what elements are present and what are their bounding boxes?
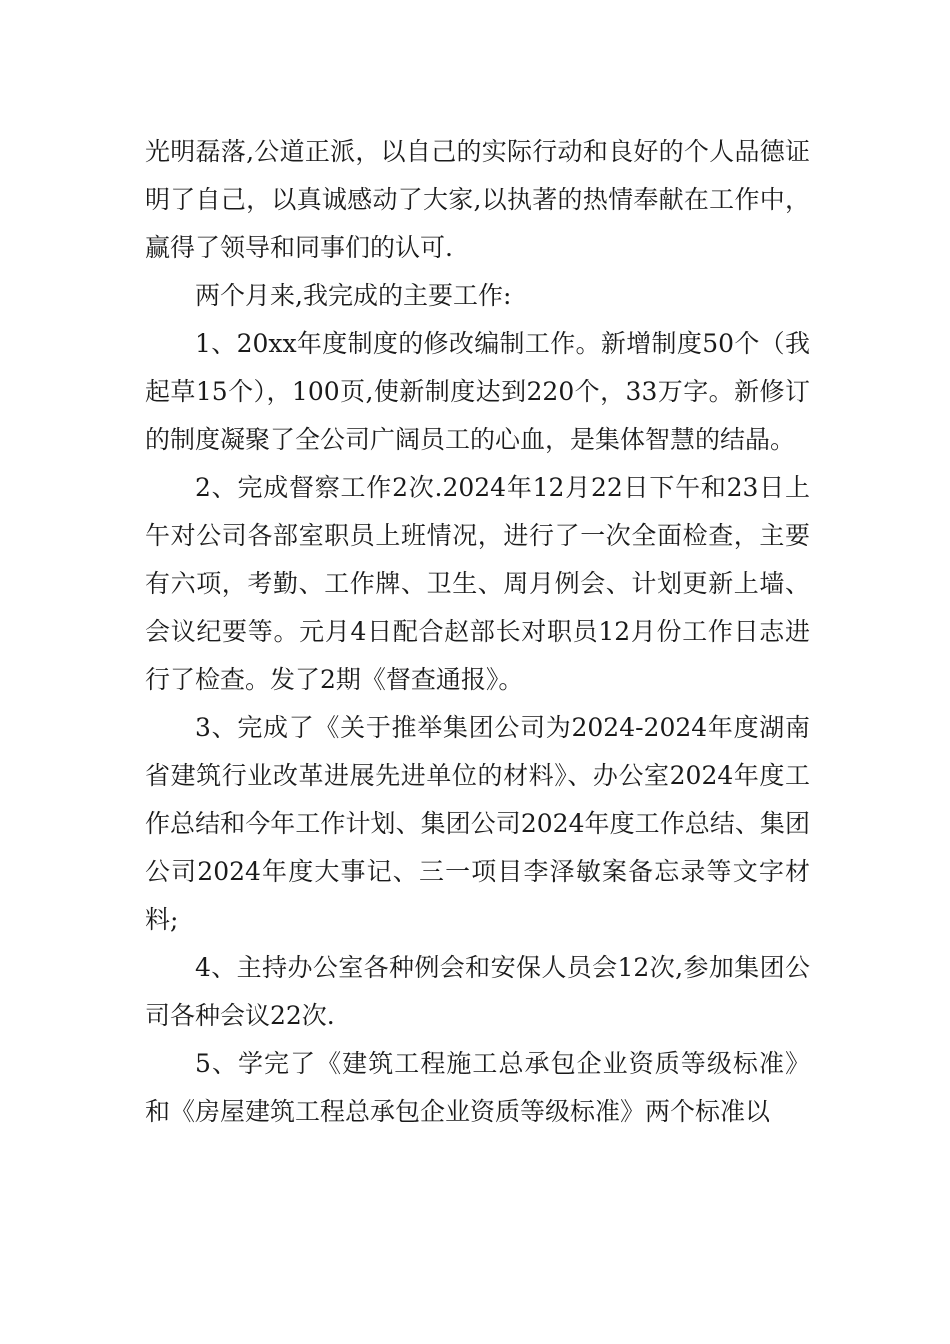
paragraph-intro: 两个月来,我完成的主要工作: — [195, 281, 512, 310]
paragraph-item-1: 1、20xx年度制度的修改编制工作。新增制度50个（我起草15个），100页,使新制度达到220个，33万字。新修订的制度凝聚了全公司广阔员工的心血，是集体智慧的结晶。 — [145, 329, 810, 454]
paragraph-item-2: 2、完成督察工作2次.2024年12月22日下午和23日上午对公司各部室职员上班情况，进行了一次全面检查，主要有六项，考勤、工作牌、卫生、周月例会、计划更新上墙、会议纪要等。元月4日配合赵部长对职员12月份工作日志进行了检查。发了2期《督查通报》。 — [145, 473, 810, 694]
paragraph-item-5: 5、学完了《建筑工程施工总承包企业资质等级标准》和《房屋建筑工程总承包企业资质等级标准》两个标准以 — [145, 1049, 810, 1126]
document-body — [145, 128, 810, 1136]
paragraph-item-3: 3、完成了《关于推举集团公司为2024-2024年度湖南省建筑行业改革进展先进单位的材料》、办公室2024年度工作总结和今年工作计划、集团公司2024年度工作总结、集团公司2024年度大事记、三一项目李泽敏案备忘录等文字材料; — [145, 713, 810, 934]
paragraph-item-4: 4、主持办公室各种例会和安保人员会12次,参加集团公司各种会议22次. — [145, 953, 810, 1030]
paragraph-continuation: 光明磊落,公道正派，以自己的实际行动和良好的个人品德证明了自己，以真诚感动了大家,以执著的热情奉献在工作中，赢得了领导和同事们的认可. — [145, 137, 810, 262]
